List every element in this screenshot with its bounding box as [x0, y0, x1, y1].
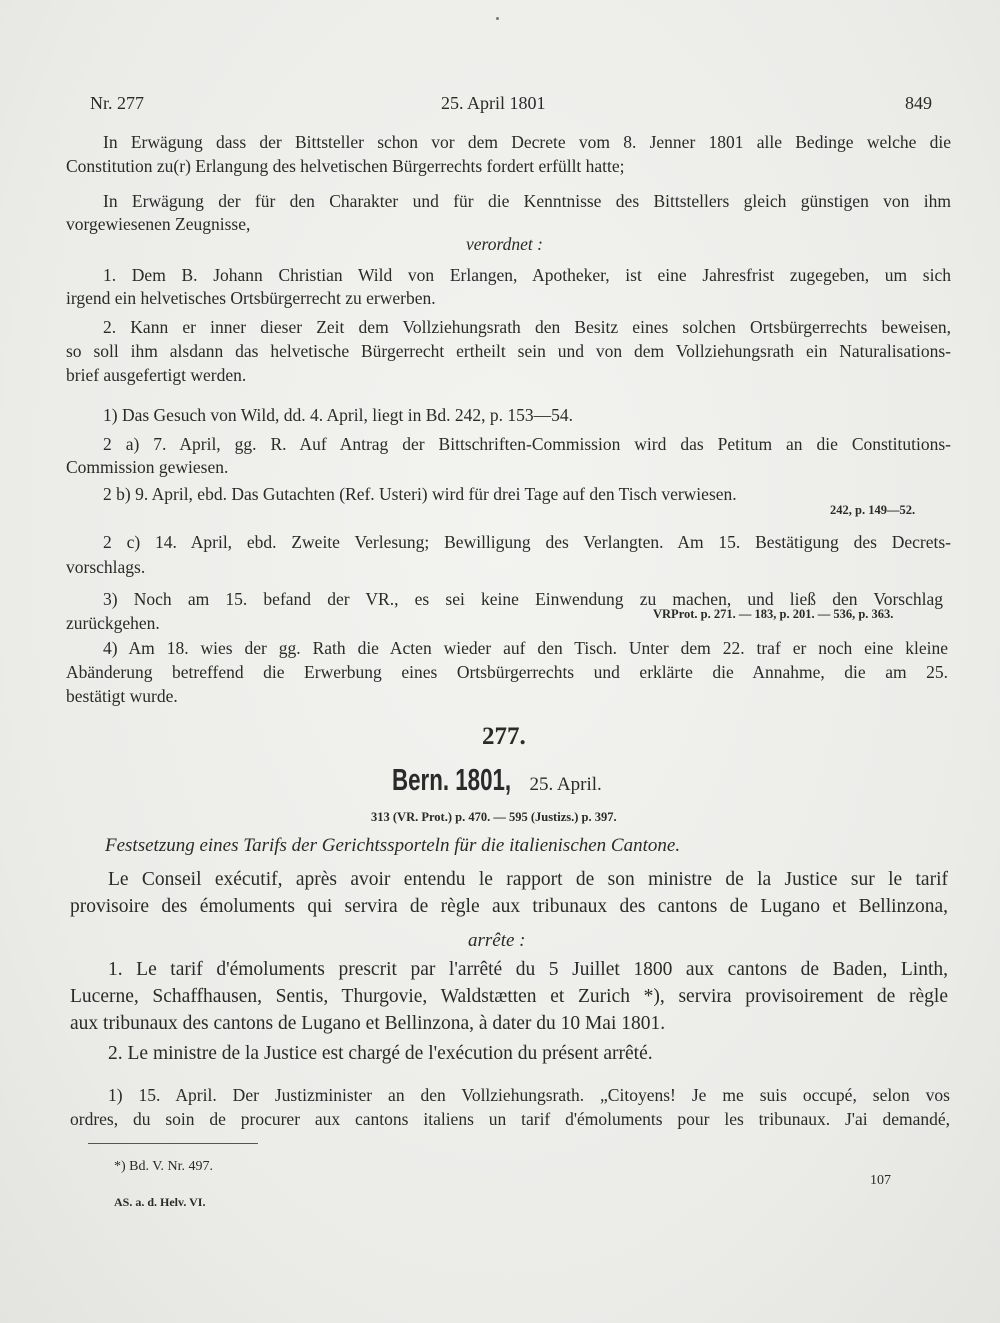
arrete-heading: arrête : — [468, 930, 526, 951]
note2a-line2: Commission gewiesen. — [66, 457, 229, 477]
art1-line1: 1. Dem B. Johann Christian Wild von Erlangen, Apotheker, ist eine Jahresfrist zugegeben, um sich — [103, 265, 951, 285]
art2-line1: 2. Kann er inner dieser Zeit dem Vollziehungsrath den Besitz eines solchen Ortsbürgerrechts beweisen, — [103, 317, 951, 337]
note2b-reference: 242, p. 149—52. — [830, 503, 916, 517]
note3-line2: zurückgehen. — [66, 613, 160, 633]
fr-note1-line2: ordres, du soin de procurer aux cantons italiens un tarif d'émoluments pour les tribunaux. J'ai demandé, — [70, 1109, 950, 1129]
footnote: *) Bd. V. Nr. 497. — [114, 1159, 214, 1174]
note2a-line1: 2 a) 7. April, gg. R. Auf Antrag der Bittschriften-Commission wird das Petitum an die Constitutions- — [103, 434, 951, 454]
french-intro-line2: provisoire des émoluments qui servira de règle aux tribunaux des cantons de Lugano et Bellinzona, — [70, 896, 948, 917]
note3-line1: 3) Noch am 15. befand der VR., es sei keine Einwendung zu machen, und ließ den Vorschlag — [103, 589, 943, 609]
fr-art2: 2. Le ministre de la Justice est chargé de l'exécution du présent arrêté. — [108, 1043, 653, 1064]
fr-art1-line3: aux tribunaux des cantons de Lugano et Bellinzona, à dater du 10 Mai 1801. — [70, 1013, 666, 1034]
note2c-line1: 2 c) 14. April, ebd. Zweite Verlesung; Bewilligung des Verlangten. Am 15. Bestätigung des Decrets- — [103, 532, 951, 552]
header-doc-number: Nr. 277 — [90, 93, 144, 113]
document-title: Festsetzung eines Tarifs der Gerichtssporteln für die italienischen Cantone. — [105, 835, 681, 856]
sheet-signature: AS. a. d. Helv. VI. — [114, 1195, 206, 1209]
note4-line2: Abänderung betreffend die Erwerbung eines Ortsbürgerrechts und erklärte die Annahme, die am 25. — [66, 662, 948, 682]
note2b: 2 b) 9. April, ebd. Das Gutachten (Ref. Usteri) wird für drei Tage auf den Tisch verwiesen. — [103, 484, 737, 504]
document-number: 277. — [482, 723, 526, 750]
note4-line1: 4) Am 18. wies der gg. Rath die Acten wieder auf den Tisch. Unter dem 22. traf er noch eine kleine — [103, 638, 948, 658]
document-date: 25. April. — [529, 774, 602, 795]
note4-line3: bestätigt wurde. — [66, 686, 178, 706]
fr-art1-line2: Lucerne, Schaffhausen, Sentis, Thurgovie, Waldstætten et Zurich *), servira provisoirement de règle — [70, 986, 948, 1007]
sheet-number: 107 — [870, 1173, 891, 1188]
header-date: 25. April 1801 — [441, 93, 546, 113]
place-year: Bern. 1801, — [392, 762, 512, 797]
art1-line2: irgend ein helvetisches Ortsbürgerrecht zu erwerben. — [66, 288, 436, 308]
note2c-line2: vorschlags. — [66, 557, 146, 577]
note1: 1) Das Gesuch von Wild, dd. 4. April, liegt in Bd. 242, p. 153—54. — [103, 405, 573, 425]
art2-line3: brief ausgefertigt werden. — [66, 365, 247, 385]
para2-line1: In Erwägung der für den Charakter und für die Kenntnisse des Bittstellers gleich günstigen von ihm — [103, 191, 951, 211]
footnote-rule — [88, 1143, 258, 1144]
para2-line2: vorgewiesenen Zeugnisse, — [66, 214, 251, 234]
archive-sources: 313 (VR. Prot.) p. 470. — 595 (Justizs.) p. 397. — [371, 810, 617, 824]
print-mark — [496, 17, 499, 20]
verordnet-heading: verordnet : — [466, 234, 543, 254]
french-intro-line1: Le Conseil exécutif, après avoir entendu le rapport de son ministre de la Justice sur le tarif — [108, 869, 948, 890]
note3-reference: VRProt. p. 271. — 183, p. 201. — 536, p. 363. — [653, 607, 894, 621]
header-page-number: 849 — [905, 93, 932, 113]
para1-line1: In Erwägung dass der Bittsteller schon vor dem Decrete vom 8. Jenner 1801 alle Bedinge welche die — [103, 132, 951, 152]
art2-line2: so soll ihm alsdann das helvetische Bürgerrecht ertheilt sein und von dem Vollziehungsrath ein Naturalisations- — [66, 341, 951, 361]
place-date-line — [392, 760, 602, 806]
para1-line2: Constitution zu(r) Erlangung des helvetischen Bürgerrechts fordert erfüllt hatte; — [66, 156, 625, 176]
fr-art1-line1: 1. Le tarif d'émoluments prescrit par l'arrêté du 5 Juillet 1800 aux cantons de Baden, Linth, — [108, 959, 948, 980]
fr-note1-line1: 1) 15. April. Der Justizminister an den Vollziehungsrath. „Citoyens! Je me suis occupé, selon vos — [108, 1085, 950, 1105]
